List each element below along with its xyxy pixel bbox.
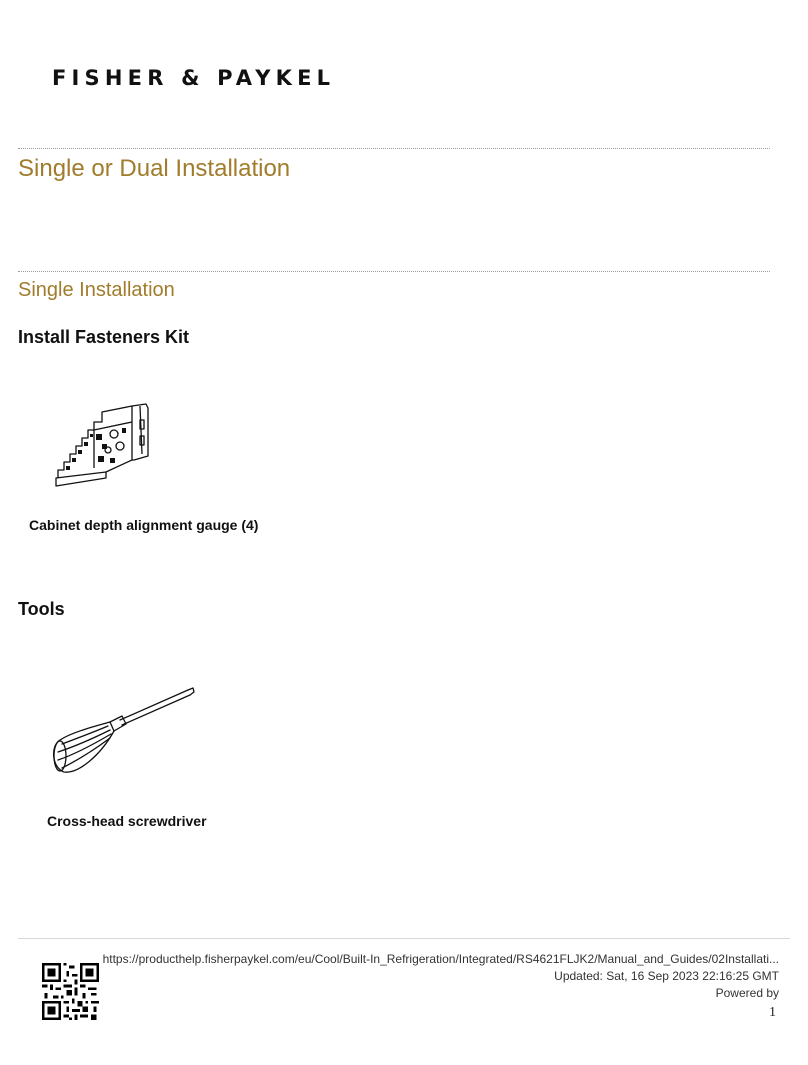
section-divider (18, 271, 770, 272)
footer-powered-by: Powered by (715, 986, 779, 1000)
gauge-caption: Cabinet depth alignment gauge (4) (29, 517, 259, 533)
section-divider (18, 148, 770, 149)
page-title: Single or Dual Installation (18, 155, 291, 182)
footer-url[interactable]: https://producthelp.fisherpaykel.com/eu/Cool/Built-In_Refrigeration/Integrated/RS4621FLJK2/Manual_and_Guides/02Installati... (102, 952, 779, 966)
section-subtitle: Single Installation (18, 279, 175, 301)
footer-updated: Updated: Sat, 16 Sep 2023 22:16:25 GMT (554, 969, 779, 983)
qr-code-icon (42, 963, 99, 1020)
footer-divider (18, 938, 790, 939)
alignment-gauge-illustration (50, 400, 165, 495)
screwdriver-illustration (48, 684, 198, 780)
tools-heading: Tools (18, 599, 65, 619)
screwdriver-caption: Cross-head screwdriver (47, 813, 207, 829)
fasteners-heading: Install Fasteners Kit (18, 327, 190, 347)
page-number: 1 (769, 1005, 776, 1020)
brand-logo: FISHER & PAYKEL (52, 66, 336, 90)
